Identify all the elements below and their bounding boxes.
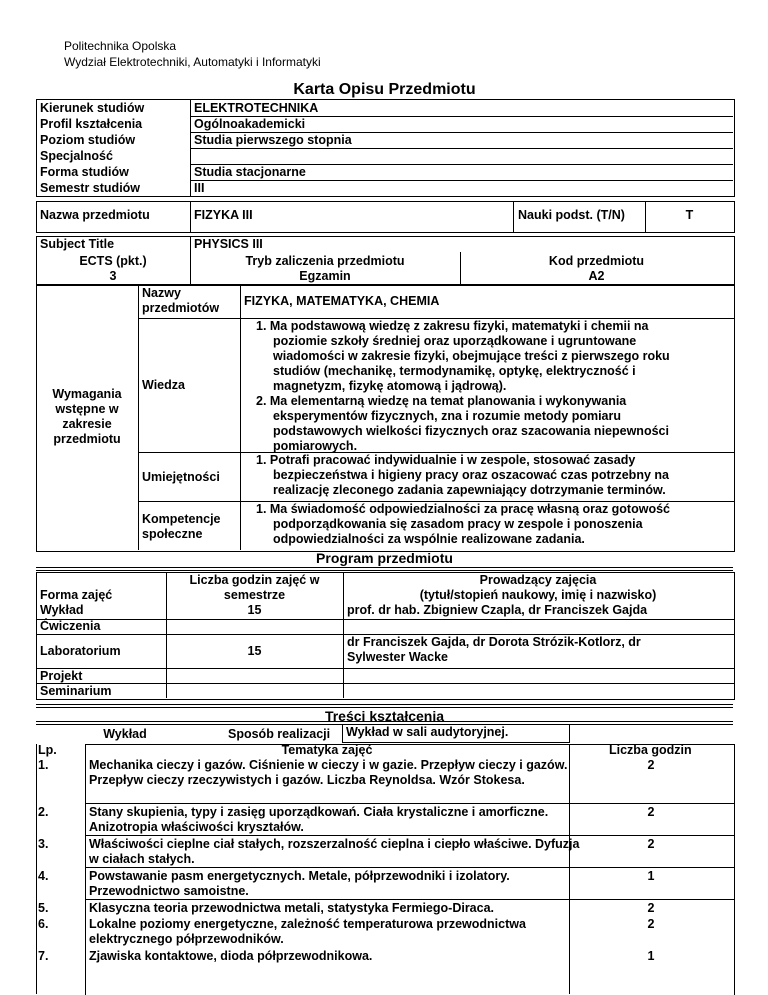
- content-row-hours: 2: [647, 805, 655, 819]
- document-title: Karta Opisu Przedmiotu: [293, 81, 476, 98]
- content-row-lp: 6.: [38, 917, 49, 931]
- program-row-form: Projekt: [40, 669, 83, 683]
- meta-value: ELEKTROTECHNIKA: [194, 101, 319, 115]
- meta-label: Profil kształcenia: [40, 117, 143, 131]
- content-row-topic: Właściwości cieplne ciał stałych, rozszerzalność cieplna i ciepło właściwe. Dyfuzja w ciałach stałych.: [89, 837, 580, 866]
- program-row-teacher: prof. dr hab. Zbigniew Czapla, dr Franciszek Gajda: [347, 603, 648, 617]
- program-col-form: Forma zajęć: [40, 588, 113, 602]
- skills-label: Umiejętności: [142, 470, 220, 484]
- meta-value: III: [194, 181, 205, 195]
- meta-label: Forma studiów: [40, 165, 129, 179]
- requirements-group-label: Wymagania wstępne w zakresie przedmiotu: [52, 387, 122, 446]
- course-code: A2: [588, 269, 605, 283]
- content-row-topic: Lokalne poziomy energetyczne, zależność temperaturowa przewodnictwa elektrycznego półprzewodników.: [89, 917, 526, 946]
- content-row-hours: 2: [647, 917, 655, 931]
- content-row-topic: Zjawiska kontaktowe, dioda półprzewodnikowa.: [89, 949, 373, 963]
- content-col-hours: Liczba godzin: [609, 743, 692, 757]
- program-row-hours: 15: [247, 644, 262, 658]
- faculty-name: Wydział Elektrotechniki, Automatyki i Informatyki: [64, 55, 321, 69]
- program-row-form: Ćwiczenia: [40, 619, 101, 633]
- content-row-lp: 4.: [38, 869, 49, 883]
- program-row-form: Seminarium: [40, 684, 112, 698]
- content-row-lp: 1.: [38, 758, 49, 772]
- assessment-label: Tryb zaliczenia przedmiotu: [245, 254, 405, 268]
- content-row-hours: 2: [647, 901, 655, 915]
- content-row-topic: Mechanika cieczy i gazów. Ciśnienie w cieczy i w gazie. Przepływ cieczy i gazów. Przepływ cieczy rzeczywistych i gazów. Liczba Reynoldsa. Wzór Stokesa.: [89, 758, 568, 787]
- program-row-form: Laboratorium: [40, 644, 121, 658]
- prior-subjects-label: Nazwy przedmiotów: [142, 286, 220, 315]
- content-row-lp: 3.: [38, 837, 49, 851]
- content-row-hours: 2: [647, 758, 655, 772]
- content-method-label: Sposób realizacji: [228, 727, 331, 741]
- prior-subjects: FIZYKA, MATEMATYKA, CHEMIA: [244, 294, 440, 308]
- content-row-separator: [85, 867, 734, 868]
- basic-science-label: Nauki podst. (T/N): [518, 208, 625, 222]
- content-row-topic: Klasyczna teoria przewodnictwa metali, statystyka Fermiego-Diraca.: [89, 901, 495, 915]
- basic-science-value: T: [685, 208, 694, 222]
- content-row-hours: 1: [647, 949, 655, 963]
- program-row-form: Wykład: [40, 603, 84, 617]
- program-row-teacher: dr Franciszek Gajda, dr Dorota Strózik-Kotlorz, dr Sylwester Wacke: [347, 635, 641, 664]
- content-row-separator: [85, 899, 734, 900]
- content-form: Wykład: [103, 727, 147, 741]
- content-row-lp: 5.: [38, 901, 49, 915]
- ects-value: 3: [109, 269, 117, 283]
- meta-label: Kierunek studiów: [40, 101, 145, 115]
- assessment-value: Egzamin: [299, 269, 351, 283]
- program-row-hours: 15: [247, 603, 262, 617]
- content-section-title: Treści kształcenia: [324, 708, 445, 724]
- meta-value: Studia pierwszego stopnia: [194, 133, 352, 147]
- content-row-separator: [85, 803, 734, 804]
- course-name-label: Nazwa przedmiotu: [40, 208, 150, 222]
- meta-label: Poziom studiów: [40, 133, 136, 147]
- knowledge-text: 1. Ma podstawową wiedzę z zakresu fizyki, matematyki i chemii na poziomie szkoły średniej oraz uporządkowane i ugruntowane wiadomości w zakresie fizyki, obejmujące treści z pierwszego roku studiów (mechanikę, termodynamikę, optykę, elektryczność i magnetyzm, fizykę atomową i jądrową). 2. Ma elementarną wiedzę na temat planowania i wykonywania eksperymentów fizycznych, zna i rozumie metody pomiaru podstawowych wielkości fizycznych oraz szacowania niepewności pomiarowych.: [256, 319, 670, 453]
- program-col-hours: Liczba godzin zajęć w semestrze: [189, 573, 320, 602]
- university-name: Politechnika Opolska: [64, 39, 177, 53]
- skills-text: 1. Potrafi pracować indywidualnie i w zespole, stosować zasady bezpieczeństwa i higieny pracy oraz oszacować czas potrzebny na realizację zleconego zadania zapewniający dotrzymanie terminów.: [256, 453, 669, 497]
- knowledge-label: Wiedza: [142, 378, 185, 392]
- content-col-topic: Tematyka zajęć: [281, 743, 373, 757]
- subject-title-label: Subject Title: [40, 237, 115, 251]
- content-method: Wykład w sali audytoryjnej.: [346, 725, 509, 739]
- meta-value: Studia stacjonarne: [194, 165, 306, 179]
- ects-label: ECTS (pkt.): [79, 254, 147, 268]
- meta-value: Ogólnoakademicki: [194, 117, 306, 131]
- program-title-rule: [36, 567, 733, 571]
- subject-title: PHYSICS III: [194, 237, 263, 251]
- course-code-label: Kod przedmiotu: [548, 254, 645, 268]
- course-name: FIZYKA III: [194, 208, 253, 222]
- content-row-lp: 2.: [38, 805, 49, 819]
- content-row-hours: 1: [647, 869, 655, 883]
- meta-label: Specjalność: [40, 149, 113, 163]
- content-row-lp: 7.: [38, 949, 49, 963]
- content-col-lp: Lp.: [38, 743, 57, 757]
- meta-label: Semestr studiów: [40, 181, 141, 195]
- content-row-separator: [85, 835, 734, 836]
- program-col-teacher: Prowadzący zajęcia (tytuł/stopień naukowy, imię i nazwisko): [419, 573, 657, 602]
- content-row-topic: Powstawanie pasm energetycznych. Metale, półprzewodniki i izolatory. Przewodnictwo samoistne.: [89, 869, 510, 898]
- program-section-title: Program przedmiotu: [316, 550, 453, 566]
- content-row-topic: Stany skupienia, typy i zasięg uporządkowań. Ciała krystaliczne i amorficzne. Anizotropia właściwości kryształów.: [89, 805, 549, 834]
- social-competence-text: 1. Ma świadomość odpowiedzialności za pracę własną oraz gotowość podporządkowania się zasadom pracy w zespole i ponoszenia odpowiedzialności za wspólnie realizowane zadania.: [256, 502, 670, 546]
- content-row-hours: 2: [647, 837, 655, 851]
- social-competence-label: Kompetencje społeczne: [142, 512, 221, 541]
